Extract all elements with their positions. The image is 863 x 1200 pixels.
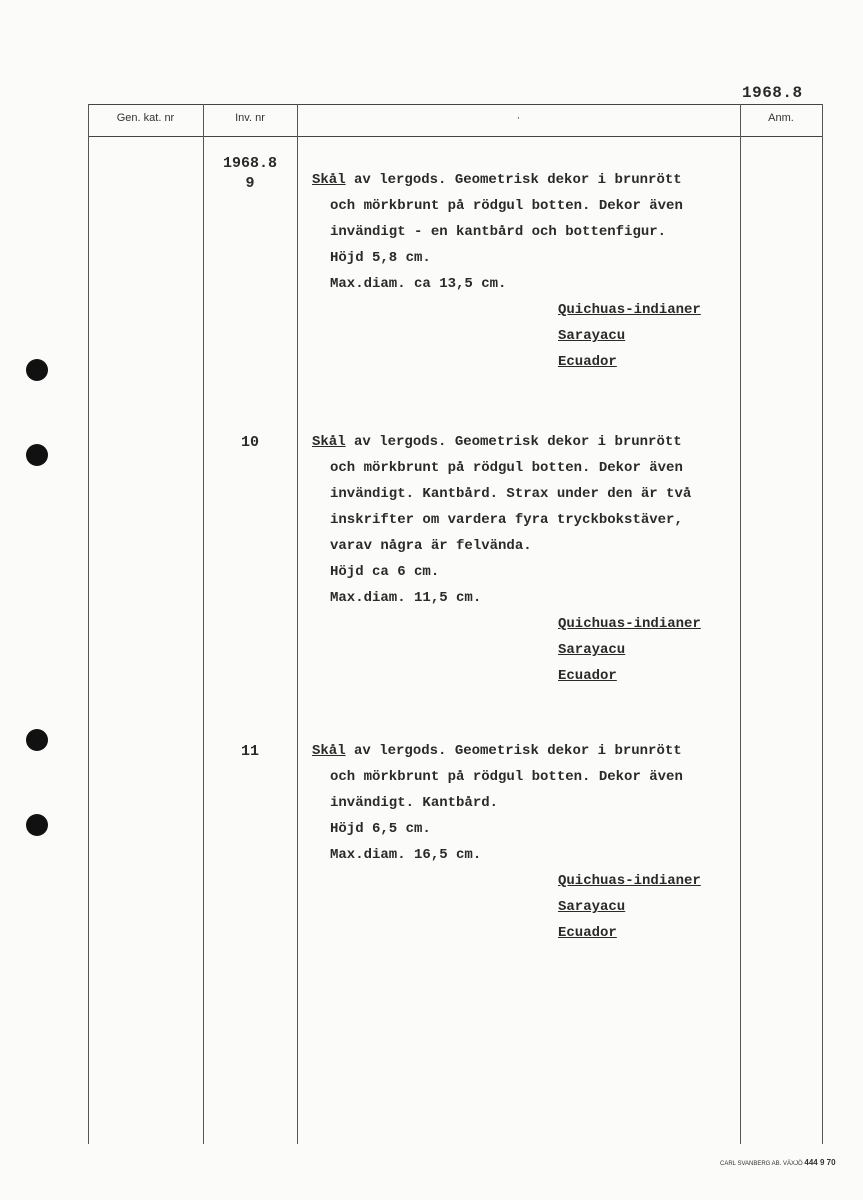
- object-name: Skål: [312, 172, 346, 188]
- column-header-gen-kat: Gen. kat. nr: [116, 112, 175, 124]
- catalog-entry: [312, 167, 732, 375]
- provenance-place: Sarayacu: [558, 328, 626, 344]
- inv-number: 9: [245, 175, 255, 192]
- punch-hole: [26, 814, 48, 836]
- entry-line: av lergods. Geometrisk dekor i brunrött: [345, 743, 682, 759]
- catalog-entry: [312, 429, 732, 689]
- catalog-entry: [312, 738, 732, 946]
- inv-number: 10: [240, 434, 259, 451]
- entry-line: invändigt. Kantbård.: [330, 795, 499, 811]
- inv-number-cell: [203, 154, 297, 194]
- provenance-country: Ecuador: [558, 354, 617, 370]
- diameter-measure: Max.diam. 16,5 cm.: [330, 847, 482, 863]
- inv-number: 11: [240, 743, 259, 760]
- column-divider: [203, 104, 204, 1144]
- printer-imprint: [720, 1158, 836, 1167]
- entry-line: inskrifter om vardera fyra tryckbokstäver,: [330, 512, 683, 528]
- entry-line: och mörkbrunt på rödgul botten. Dekor även: [330, 769, 683, 785]
- diameter-measure: Max.diam. 11,5 cm.: [330, 590, 482, 606]
- punch-hole: [26, 444, 48, 466]
- punch-hole: [26, 359, 48, 381]
- provenance-place: Sarayacu: [558, 642, 626, 658]
- form-number: 444 9 70: [804, 1158, 836, 1167]
- inv-number-cell: [203, 433, 297, 453]
- column-header-inv: Inv. nr: [235, 112, 265, 124]
- entry-line: av lergods. Geometrisk dekor i brunrött: [345, 172, 682, 188]
- entry-line: invändigt - en kantbård och bottenfigur.: [330, 224, 667, 240]
- provenance-people: Quichuas-indianer: [558, 873, 701, 889]
- provenance-people: Quichuas-indianer: [558, 616, 701, 632]
- column-divider: [297, 104, 298, 1144]
- provenance-people: Quichuas-indianer: [558, 302, 701, 318]
- inv-number-cell: [203, 742, 297, 762]
- entry-line: och mörkbrunt på rödgul botten. Dekor även: [330, 460, 683, 476]
- height-measure: Höjd 5,8 cm.: [330, 250, 431, 266]
- object-name: Skål: [312, 743, 346, 759]
- column-header-anm: Anm.: [768, 112, 794, 124]
- column-divider: [740, 104, 741, 1144]
- page-reference: 1968.8: [742, 84, 803, 102]
- provenance-country: Ecuador: [558, 925, 617, 941]
- object-name: Skål: [312, 434, 346, 450]
- column-header-description: ·: [516, 112, 521, 124]
- height-measure: Höjd ca 6 cm.: [330, 564, 440, 580]
- diameter-measure: Max.diam. ca 13,5 cm.: [330, 276, 507, 292]
- header-top-rule: [88, 104, 822, 105]
- inv-prefix: 1968.8: [222, 155, 277, 172]
- column-divider: [88, 104, 89, 1144]
- provenance-country: Ecuador: [558, 668, 617, 684]
- column-divider: [822, 104, 823, 1144]
- printer-name: CARL SVANBERG AB. VÄXJÖ: [720, 1161, 803, 1167]
- header-bottom-rule: [88, 136, 822, 137]
- entry-line: invändigt. Kantbård. Strax under den är två: [330, 486, 692, 502]
- entry-line: av lergods. Geometrisk dekor i brunrött: [345, 434, 682, 450]
- height-measure: Höjd 6,5 cm.: [330, 821, 431, 837]
- punch-hole: [26, 729, 48, 751]
- entry-line: och mörkbrunt på rödgul botten. Dekor även: [330, 198, 683, 214]
- entry-line: varav några är felvända.: [330, 538, 532, 554]
- provenance-place: Sarayacu: [558, 899, 626, 915]
